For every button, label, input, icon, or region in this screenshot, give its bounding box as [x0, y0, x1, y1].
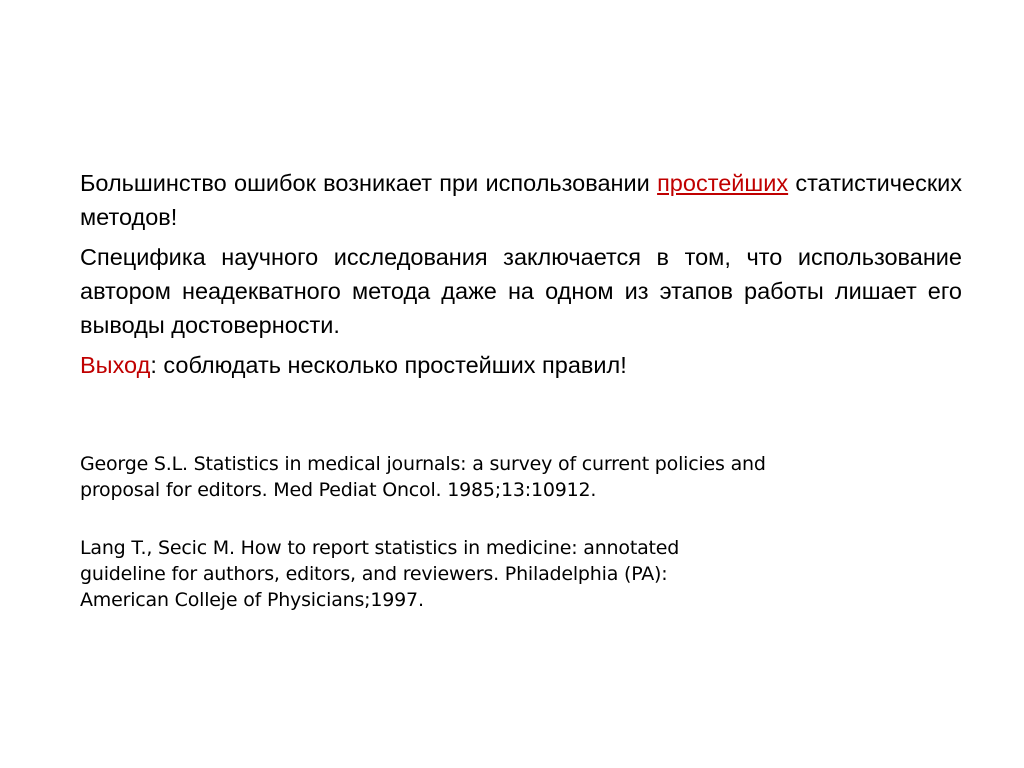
- reference-lang: Lang T., Secic M. How to report statistics in medicine: annotated guideline for authors, editors, and reviewers. Philadelphia (PA): American Colleje of Physicians;1997.: [80, 537, 680, 611]
- reference-george: George S.L. Statistics in medical journals: a survey of current policies and proposal for editors. Med Pediat Oncol. 1985;13:10912.: [80, 453, 766, 501]
- paragraph-specifics: Специфика научного исследования заключается в том, что использование автором неадекватного метода даже на одном из этапов работы лишает его выводы достоверности.: [80, 244, 962, 338]
- solution-label: Выход: [80, 352, 151, 378]
- simplest-link[interactable]: простейших: [657, 170, 789, 196]
- solution-text: : соблюдать несколько простейших правил!: [150, 352, 627, 378]
- references-block: [80, 451, 960, 645]
- paragraph-errors-after: статистических методов!: [80, 170, 962, 230]
- paragraph-errors: [80, 166, 962, 234]
- paragraph-solution: [80, 348, 962, 382]
- paragraph-errors-before: Большинство ошибок возникает при использовании: [80, 170, 658, 196]
- main-text-block: [80, 166, 962, 388]
